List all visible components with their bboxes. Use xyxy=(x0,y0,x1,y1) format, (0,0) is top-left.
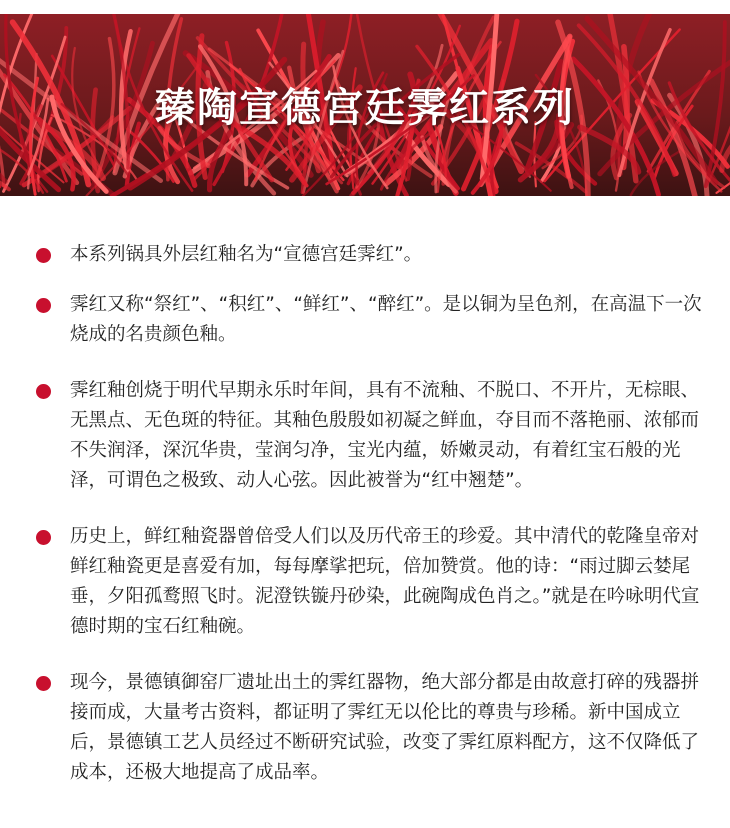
list-item xyxy=(36,240,716,270)
list-item xyxy=(36,290,716,350)
header-banner xyxy=(0,0,730,214)
bullet-dot-icon xyxy=(36,248,51,263)
list-item-text: 现今，景德镇御窑厂遗址出土的霁红器物，绝大部分都是由故意打碎的残器拼接而成，大量考古资料，都证明了霁红无以伦比的尊贵与珍稀。新中国成立后，景德镇工艺人员经过不断研究试验，改变了霁红原料配方，这不仅降低了成本，还极大地提高了成品率。 xyxy=(70,672,700,783)
list-item-text: 本系列锅具外层红釉名为“宣德宫廷霁红”。 xyxy=(70,244,423,265)
list-item xyxy=(36,522,716,642)
bullet-dot-icon xyxy=(36,530,51,545)
bullet-dot-icon xyxy=(36,676,51,691)
list-item xyxy=(36,668,716,788)
list-item-text: 历史上，鲜红釉瓷器曾倍受人们以及历代帝王的珍爱。其中清代的乾隆皇帝对鲜红釉瓷更是喜爱有加，每每摩挲把玩，倍加赞赏。他的诗：“雨过脚云婪尾垂，夕阳孤鹜照飞时。泥澄铁镟丹砂染，此碗陶成色肖之。”就是在吟咏明代宣德时期的宝石红釉碗。 xyxy=(70,526,700,637)
banner-title: 臻陶宣德宫廷霁红系列 xyxy=(155,85,575,131)
banner-bottom-strip xyxy=(0,196,730,214)
list-item xyxy=(36,376,716,496)
bullet-dot-icon xyxy=(36,298,51,313)
banner-top-strip xyxy=(0,0,730,14)
list-item-text: 霁红又称“祭红”、“积红”、“鲜红”、“醉红”。是以铜为呈色剂，在高温下一次烧成的名贵颜色釉。 xyxy=(70,294,702,345)
list-item-text: 霁红釉创烧于明代早期永乐时年间，具有不流釉、不脱口、不开片，无棕眼、无黑点、无色斑的特征。其釉色殷殷如初凝之鲜血，夺目而不落艳丽、浓郁而不失润泽，深沉华贵，莹润匀净，宝光内蕴，娇嫩灵动，有着红宝石般的光泽，可谓色之极致、动人心弦。因此被誉为“红中翘楚”。 xyxy=(70,380,700,491)
description-list xyxy=(36,240,716,788)
bullet-dot-icon xyxy=(36,384,51,399)
